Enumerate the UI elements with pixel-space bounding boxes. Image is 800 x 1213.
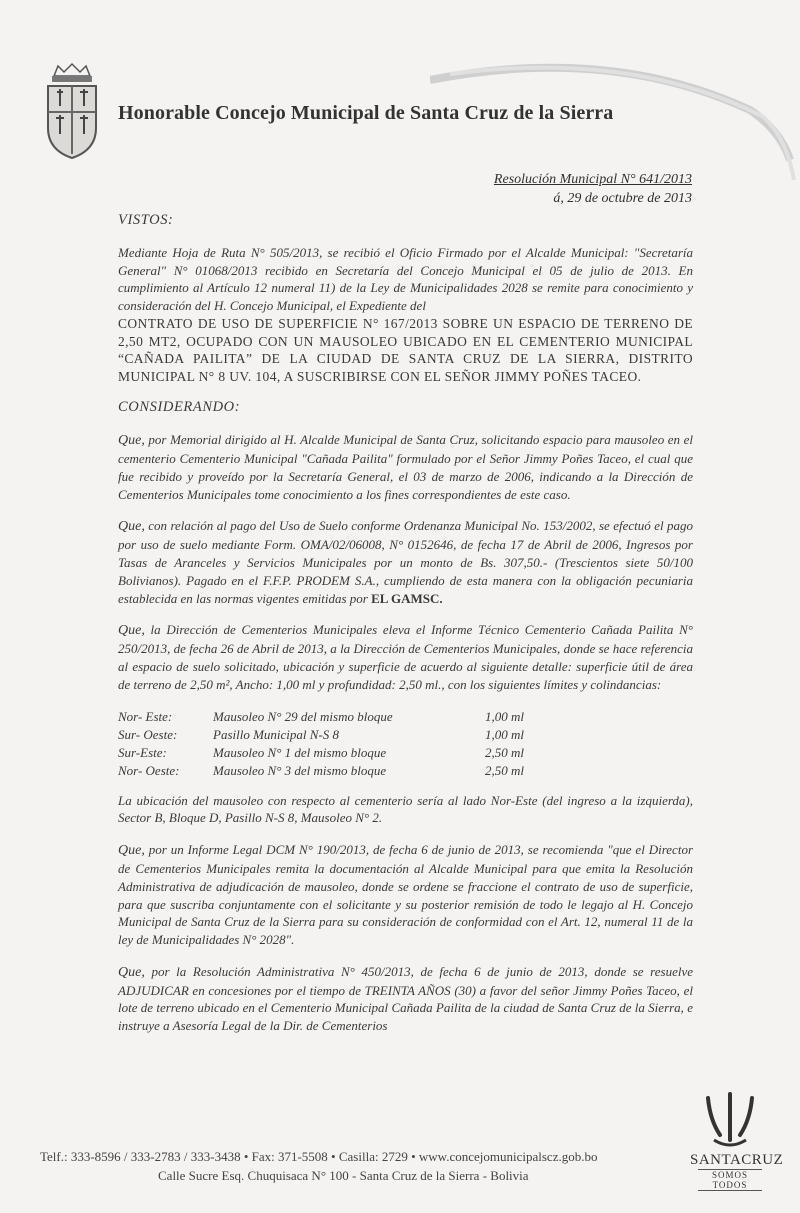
paragraph-5-text: por la Resolución Administrativa N° 450/2013, de fecha 6 de junio de 2013, donde se resuelve ADJUDICAR en concesiones por el tiempo de TREINTA AÑOS (30) a favor del señor Jimmy Poñes Taceo, el lote de terreno ubicado en el Cementerio Municipal Cañada Pailita de la ciudad de Santa Cruz de la Sierra, e instruye a Asesoría Legal de la Dir. de Cementerios: [118, 963, 694, 1034]
table-row: [118, 726, 524, 744]
limit-size: 2,50 ml: [485, 744, 524, 760]
paragraph-1-text: por Memorial dirigido al H. Alcalde Municipal de Santa Cruz, solicitando espacio para mausoleo en el cementerio Cementerio Municipal "Cañada Pailita" formulado por el Señor Jimmy Poñes Taceo, el cual que fue recibido y proveído por la Secretaría General, el 03 de marzo de 2006, indicando a la Dirección de Cementerios Municipales tome conocimiento a los fines correspondientes de este caso.: [118, 432, 694, 502]
resolution-date: á, 29 de octubre de 2013: [553, 191, 692, 206]
vistos-heading: VISTOS:: [118, 212, 174, 228]
paragraph-2-text: con relación al pago del Uso de Suelo conforme Ordenanza Municipal No. 153/2002, se efectuó el pago por uso de suelo mediante Form. OMA/02/06008, N° 0152646, de fecha 17 de Abril de 2006, Ingresos por Tasas de Aranceles y Servicios Municipales por un monto de Bs. 307,50.- (Trescientos siete 50/100 Bolivianos). Pagado en el F.F.P. PRODEM S.A., cumpliendo de esta manera con la obligación pecuniaria establecida en las normas vigentes emitidas por: [118, 518, 693, 606]
logo-main-text: SANTACRUZ: [690, 1152, 784, 1168]
table-row: [118, 762, 524, 780]
paragraph-5: [118, 963, 693, 1035]
limit-description: Pasillo Municipal N-S 8: [213, 726, 340, 742]
considerando-heading: CONSIDERANDO:: [118, 399, 241, 416]
limit-description: Mausoleo N° 1 del mismo bloque: [213, 744, 387, 760]
limit-description: Mausoleo N° 3 del mismo bloque: [213, 762, 387, 778]
coat-of-arms-icon: [42, 62, 102, 162]
footer-address: Calle Sucre Esq. Chuquisaca N° 100 - Santa Cruz de la Sierra - Bolivia: [158, 1168, 529, 1183]
paragraph-1: [118, 431, 693, 503]
paragraph-2: [118, 517, 693, 607]
paragraph-4: [118, 841, 693, 949]
resolution-number: Resolución Municipal N° 641/2013: [493, 172, 692, 187]
que-label: Que,: [118, 843, 145, 859]
que-label: Que,: [118, 623, 145, 639]
gamsc-label: EL GAMSC.: [371, 590, 443, 606]
limit-size: 1,00 ml: [485, 726, 524, 742]
contract-title: CONTRATO DE USO DE SUPERFICIE N° 167/2013 SOBRE UN ESPACIO DE TERRENO DE 2,50 MT2, OCUPADO CON UN MAUSOLEO UBICADO EN EL CEMENTERIO MUNICIPAL “CAÑADA PAILITA” DE LA CIUDAD DE SANTA CRUZ DE LA SIERRA, DISTRITO MUNICIPAL N° 8 UV. 104, A SUSCRIBIRSE CON EL SEÑOR JIMMY POÑES TACEO.: [118, 315, 693, 384]
resolution-block: [494, 170, 692, 208]
table-row: [118, 708, 524, 726]
paragraph-3: [118, 621, 693, 693]
limit-direction: Nor- Oeste:: [118, 762, 180, 778]
vistos-intro: Mediante Hoja de Ruta N° 505/2013, se recibió el Oficio Firmado por el Alcalde Municipal: "Secretaría General" N° 01068/2013 recibido en Secretaría del Concejo Municipal el 05 de julio de 2013. En cumplimiento al Artículo 12 numeral 11) de la Ley de Municipalidades 2028 se remite para conocimiento y consideración del H. Concejo Municipal, el Expediente del: [118, 244, 693, 314]
limit-direction: Sur- Oeste:: [118, 726, 178, 742]
footer-contact: Telf.: 333-8596 / 333-2783 / 333-3438 • Fax: 371-5508 • Casilla: 2729 • www.concejomunicipalscz.gob.bo: [40, 1149, 598, 1164]
table-row: [118, 744, 524, 762]
paragraph-4-text: por un Informe Legal DCM N° 190/2013, de fecha 6 de junio de 2013, se recomienda "que el Director de Cementerios Municipales remita la documentación al Alcalde Municipal para que emita la Resolución Administrativa de adjudicación de mausoleo, donde se ordene se fraccione el contrato de uso de superficie, para que suscriba conjuntamente con el solicitante y su posterior remisión de todo le legajo al H. Concejo Municipal de Santa Cruz de la Sierra para su consideración de conformidad con el Art. 12, numeral 11 de la ley de Municipalidades N° 2028".: [118, 842, 694, 948]
logo-text: [690, 1152, 784, 1191]
limit-direction: Sur-Este:: [118, 744, 167, 760]
que-label: Que,: [118, 433, 145, 449]
footer: [40, 1147, 680, 1185]
que-label: Que,: [118, 964, 145, 980]
location-paragraph: La ubicación del mausoleo con respecto al cementerio sería al lado Nor-Este (del ingreso a la izquierda), Sector B, Bloque D, Pasillo N-S 8, Mausoleo N° 2.: [118, 792, 693, 826]
limit-direction: Nor- Este:: [118, 708, 173, 724]
limits-table: [118, 708, 524, 780]
council-title: Honorable Concejo Municipal de Santa Cruz de la Sierra: [118, 102, 614, 124]
document-body: [118, 212, 693, 1035]
limit-size: 2,50 ml: [485, 762, 524, 778]
paragraph-3-text: la Dirección de Cementerios Municipales eleva el Informe Técnico Cementerio Cañada Pailita N° 250/2013, de fecha 26 de Abril de 2013, a la Dirección de Cementerios Municipales, donde se hace referencia al espacio de suelo solicitado, ubicación y superficie de acuerdo al siguiente detalle: superficie útil de área de terreno de 2,50 m², Ancho: 1,00 ml y profundidad: 2,50 ml., con los siguientes límites y colindancias:: [118, 622, 693, 692]
limit-description: Mausoleo N° 29 del mismo bloque: [213, 708, 393, 724]
logo-sub-text: SOMOS TODOS: [698, 1169, 762, 1191]
que-label: Que,: [118, 519, 145, 535]
limit-size: 1,00 ml: [485, 708, 524, 724]
